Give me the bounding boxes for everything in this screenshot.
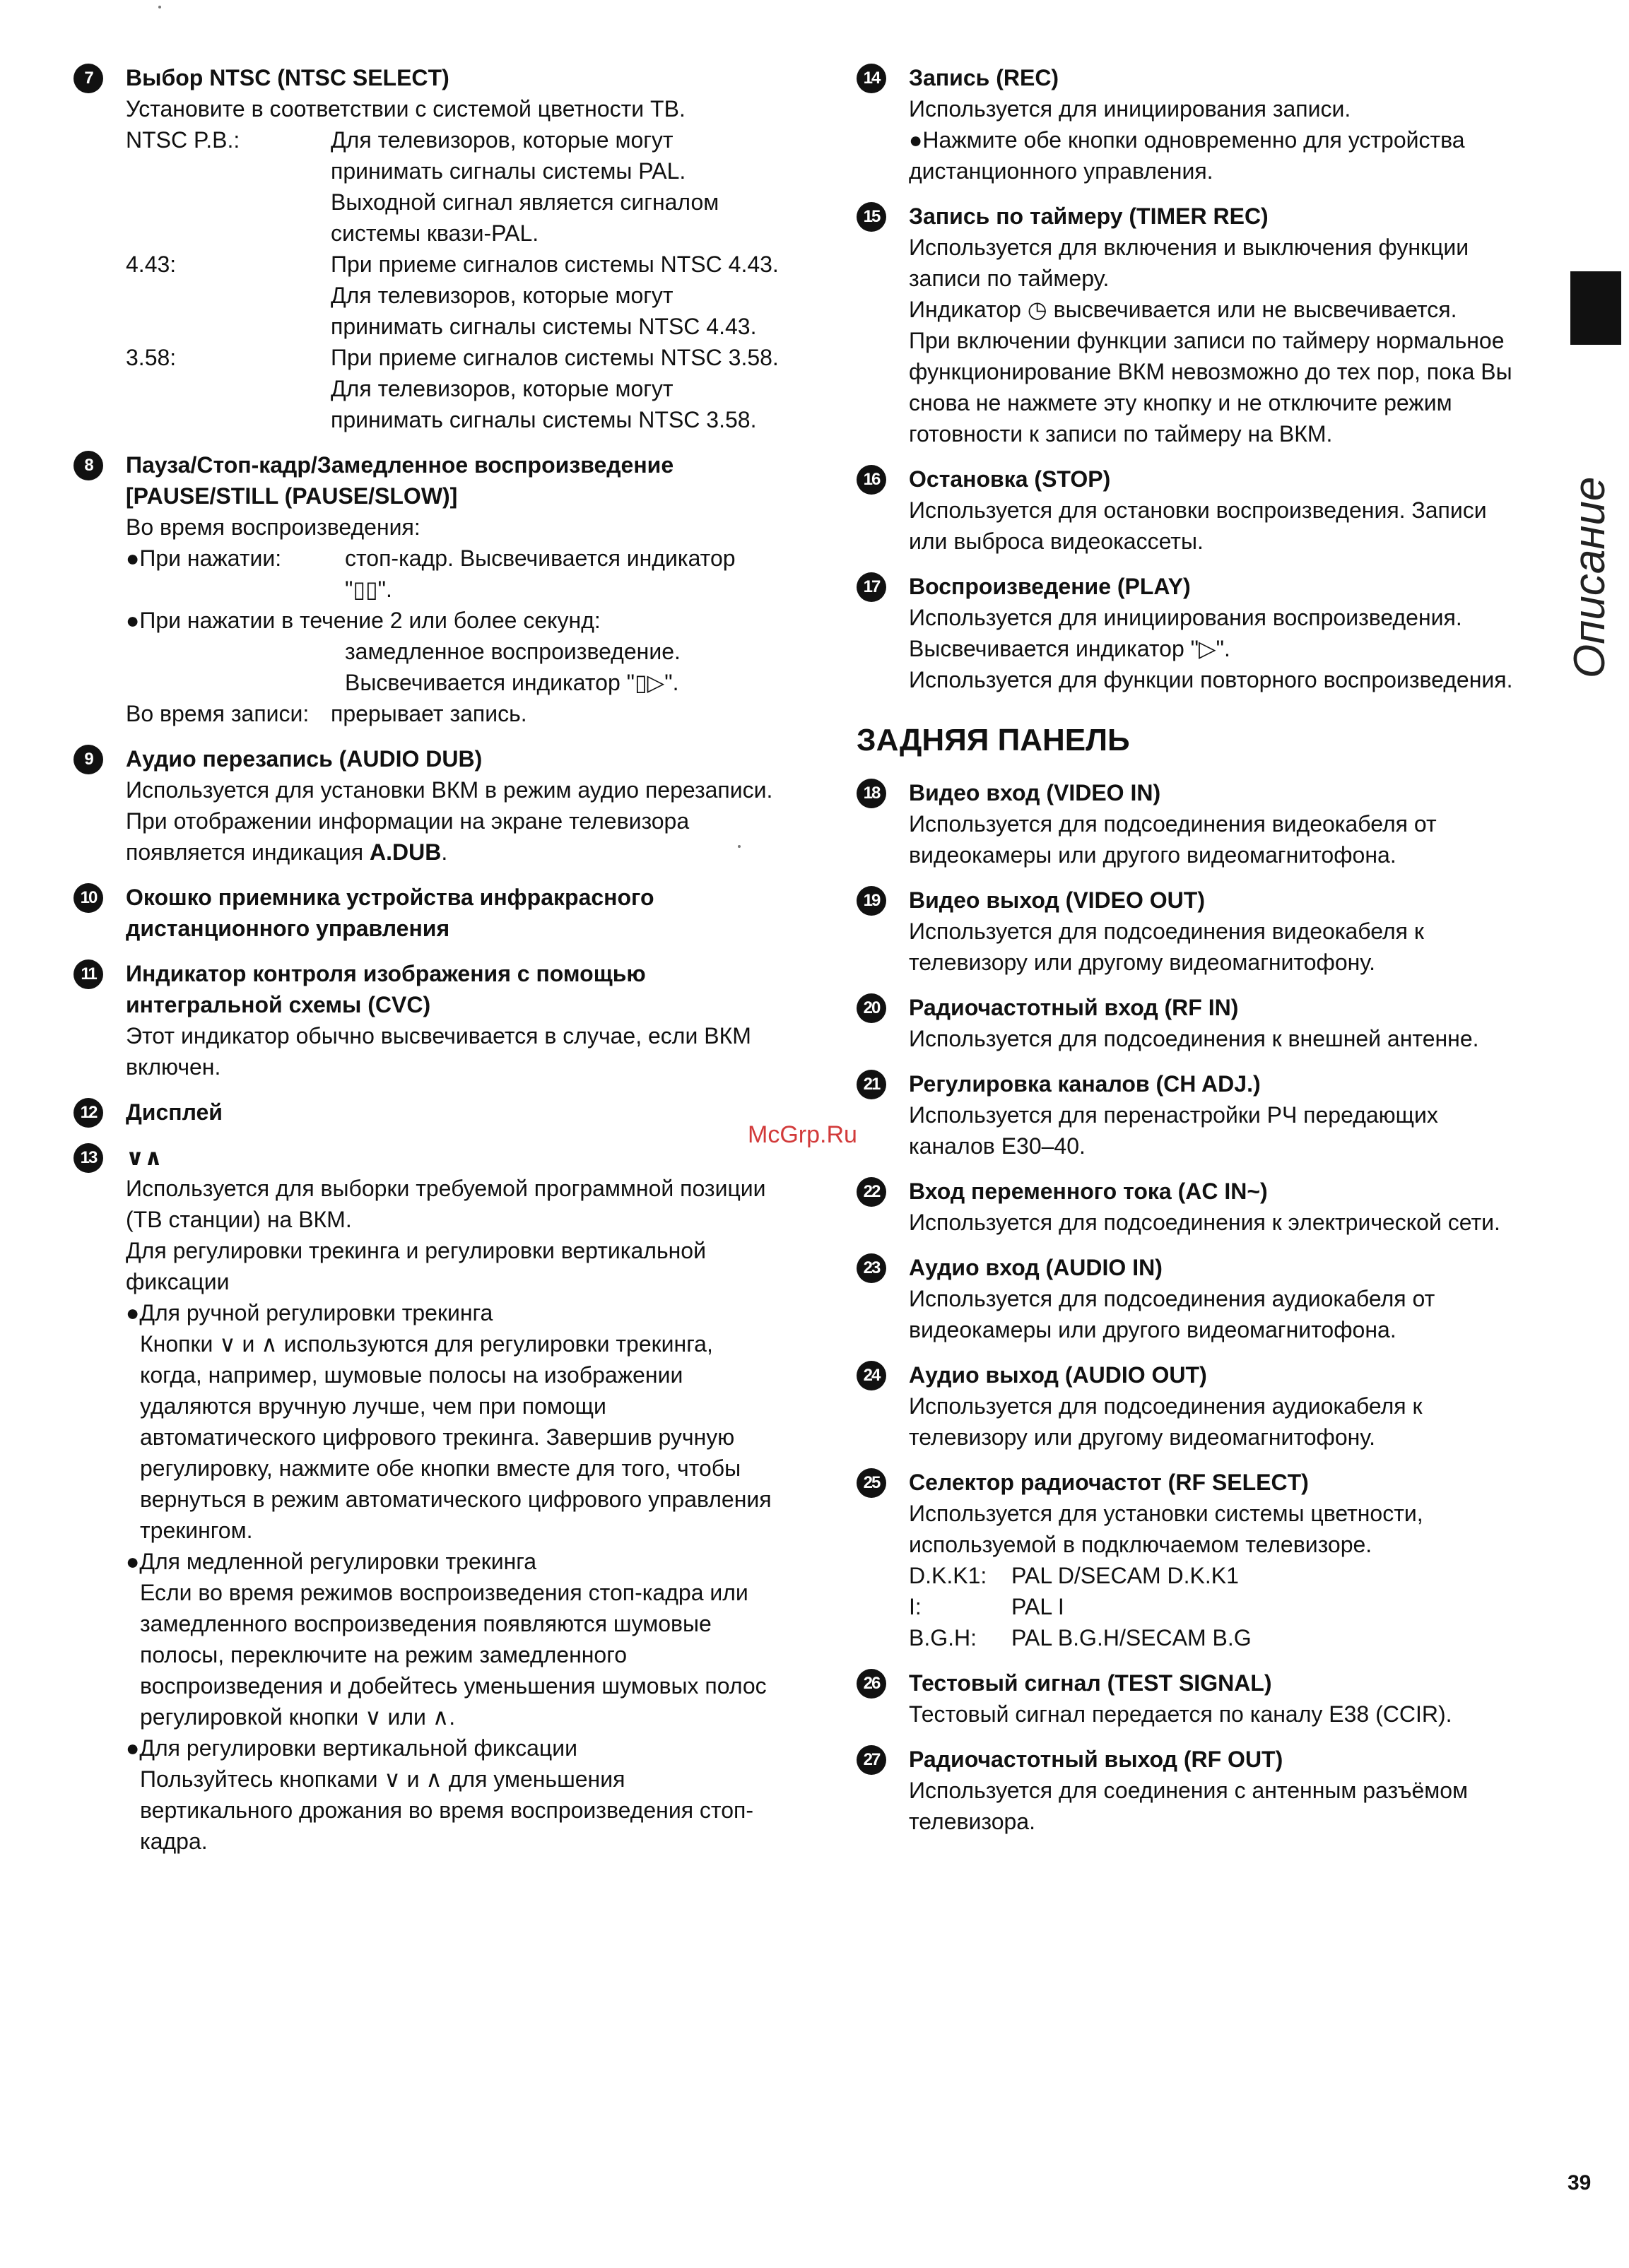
- setting-value: PAL D/SECAM D.K.K1: [1011, 1563, 1239, 1588]
- item-title: Аудио выход (AUDIO OUT): [909, 1362, 1207, 1388]
- item-title: Тестовый сигнал (TEST SIGNAL): [909, 1670, 1272, 1696]
- item-number-badge: 21: [857, 1070, 886, 1099]
- item-text: Используется для инициирования записи.: [909, 96, 1351, 122]
- item-text: Индикатор ◷ высвечивается или не высвечивается.: [909, 297, 1457, 322]
- item-pause-still: [73, 449, 780, 729]
- item-text: Тестовый сигнал передается по каналу Е38 (CCIR).: [909, 1701, 1452, 1727]
- item-stop: [857, 463, 1521, 557]
- bullet-text: Пользуйтесь кнопками ∨ и ∧ для уменьшения вертикального дрожания во время воспроизведения стоп-кадра.: [140, 1766, 753, 1854]
- item-text: При включении функции записи по таймеру нормальное функционирование ВКМ невозможно до тех пор, пока Вы снова не нажмете эту кнопку и не отключите режим готовности к записи по таймеру на ВКМ.: [909, 328, 1512, 447]
- item-title: Окошко приемника устройства инфракрасного дистанционного управления: [126, 885, 654, 941]
- item-text: Используется для инициирования воспроизведения.: [909, 605, 1462, 630]
- item-number-badge: 18: [857, 779, 886, 808]
- item-number-badge: 16: [857, 465, 886, 495]
- setting-line: Для телевизоров, которые могут принимать сигналы системы NTSC 3.58.: [331, 376, 757, 432]
- item-title: ∨∧: [126, 1145, 163, 1170]
- bullet-heading: ●Для регулировки вертикальной фиксации: [126, 1735, 577, 1761]
- setting-value: [331, 249, 780, 342]
- item-title: Вход переменного тока (AC IN~): [909, 1179, 1268, 1204]
- setting-value: PAL I: [1011, 1594, 1064, 1619]
- item-timer-rec: [857, 201, 1521, 449]
- setting-row: [126, 249, 780, 342]
- item-title: Радиочастотный выход (RF OUT): [909, 1747, 1283, 1772]
- item-text: Используется для подсоединения к электрической сети.: [909, 1210, 1500, 1235]
- item-ir-receiver: [73, 882, 780, 944]
- item-number-badge: 19: [857, 886, 886, 916]
- item-number-badge: 14: [857, 64, 886, 93]
- item-cvc-indicator: [73, 958, 780, 1082]
- setting-value: [331, 342, 780, 435]
- bullet-text: Кнопки ∨ и ∧ используются для регулировки трекинга, когда, например, шумовые полосы на изображении удаляются вручную лучше, чем при помощи автоматического цифрового трекинга. Завершив ручную регулировку, нажмите обе кнопки вместе для того, чтобы вернуться в режим автоматического цифрового управления трекингом.: [140, 1331, 772, 1543]
- item-title: Видео выход (VIDEO OUT): [909, 887, 1205, 913]
- setting-line: Для телевизоров, которые могут принимать сигналы системы PAL.: [331, 127, 686, 184]
- bullet-text: замедленное воспроизведение. Высвечивается индикатор "▯▷".: [345, 639, 681, 695]
- setting-value: стоп-кадр. Высвечивается индикатор "▯▯".: [345, 545, 736, 602]
- item-title: Выбор NTSC (NTSC SELECT): [126, 65, 449, 90]
- item-title: Аудио вход (AUDIO IN): [909, 1255, 1163, 1280]
- bullet-text: ●Нажмите обе кнопки одновременно для устройства дистанционного управления.: [909, 127, 1465, 184]
- setting-line: Выходной сигнал является сигналом системы квази-PAL.: [331, 189, 719, 246]
- item-channel-buttons: [73, 1142, 780, 1857]
- scan-speck: [158, 6, 161, 8]
- item-text-part: .: [441, 839, 448, 865]
- item-title: Селектор радиочастот (RF SELECT): [909, 1470, 1309, 1495]
- item-audio-dub: [73, 743, 780, 868]
- item-title: Воспроизведение (PLAY): [909, 574, 1191, 599]
- bullet-text: Если во время режимов воспроизведения стоп-кадра или замедленного воспроизведения появляются шумовые полосы, переключите на режим замедленного воспроизведения и добейтесь уменьшения шумовых полос регулировкой кнопки ∨ или ∧.: [140, 1580, 767, 1730]
- item-text: [126, 805, 780, 868]
- item-text: Используется для перенастройки РЧ передающих каналов Е30–40.: [909, 1102, 1438, 1159]
- setting-row: [909, 1591, 1521, 1622]
- item-video-in: [857, 777, 1521, 870]
- section-tab-marker: [1570, 271, 1621, 345]
- item-title: Видео вход (VIDEO IN): [909, 780, 1161, 805]
- item-text: Используется для подсоединения видеокабеля от видеокамеры или другого видеомагнитофона.: [909, 811, 1437, 868]
- page-number: 39: [1568, 2171, 1592, 2195]
- item-ntsc-select: [73, 62, 780, 435]
- setting-key: B.G.H:: [909, 1625, 977, 1650]
- item-number-badge: 26: [857, 1669, 886, 1699]
- setting-row: [909, 1560, 1521, 1591]
- left-column: [73, 62, 780, 1871]
- bullet-heading: ●Для ручной регулировки трекинга: [126, 1300, 493, 1325]
- item-text: Используется для установки системы цветности, используемой в подключаемом телевизоре.: [909, 1501, 1423, 1557]
- item-title: Регулировка каналов (CH ADJ.): [909, 1071, 1261, 1097]
- item-rf-in: [857, 992, 1521, 1054]
- item-text: Во время воспроизведения:: [126, 514, 421, 540]
- section-side-label: Описание: [1565, 476, 1614, 678]
- item-text-part: При отображении информации на экране телевизора появляется индикация: [126, 808, 690, 865]
- item-text: Используется для включения и выключения функции записи по таймеру.: [909, 235, 1469, 291]
- setting-line: Для телевизоров, которые могут принимать сигналы системы NTSC 4.43.: [331, 283, 757, 339]
- item-title: Остановка (STOP): [909, 466, 1111, 492]
- item-display: [73, 1097, 780, 1128]
- setting-key: 4.43:: [126, 252, 177, 277]
- item-audio-out: [857, 1359, 1521, 1453]
- setting-row: [126, 124, 780, 249]
- item-number-badge: 12: [73, 1098, 103, 1128]
- setting-value: [331, 124, 780, 249]
- item-number-badge: 17: [857, 572, 886, 602]
- setting-row: [909, 1622, 1521, 1653]
- item-text: Используется для подсоединения аудиокабеля к телевизору или другому видеомагнитофону.: [909, 1393, 1423, 1450]
- item-text: Используется для установки ВКМ в режим аудио перезаписи.: [126, 777, 773, 803]
- item-play: [857, 571, 1521, 695]
- item-text: Высвечивается индикатор "▷".: [909, 636, 1230, 661]
- item-video-out: [857, 885, 1521, 978]
- bullet-heading: ●Для медленной регулировки трекинга: [126, 1549, 537, 1574]
- setting-line: При приеме сигналов системы NTSC 4.43.: [331, 252, 779, 277]
- item-text: Используется для подсоединения аудиокабеля от видеокамеры или другого видеомагнитофона.: [909, 1286, 1435, 1342]
- item-number-badge: 10: [73, 883, 103, 913]
- item-title: Аудио перезапись (AUDIO DUB): [126, 746, 483, 772]
- item-text: Установите в соответствии с системой цветности ТВ.: [126, 96, 686, 122]
- item-title: Индикатор контроля изображения с помощью интегральной схемы (CVC): [126, 961, 646, 1017]
- setting-key: NTSC P.B.:: [126, 127, 240, 153]
- item-rec: [857, 62, 1521, 187]
- item-title: Запись (REC): [909, 65, 1059, 90]
- item-text: Используется для подсоединения к внешней антенне.: [909, 1026, 1479, 1051]
- setting-row: [126, 698, 780, 729]
- item-text: Этот индикатор обычно высвечивается в случае, если ВКМ включен.: [126, 1023, 751, 1080]
- bullet-item: ●При нажатии в течение 2 или более секунд:: [126, 608, 601, 633]
- item-text: Используется для остановки воспроизведения. Записи или выброса видеокассеты.: [909, 497, 1487, 554]
- item-text: Используется для выборки требуемой программной позиции (ТВ станции) на ВКМ.: [126, 1176, 766, 1232]
- item-title: Радиочастотный вход (RF IN): [909, 995, 1239, 1020]
- item-number-badge: 7: [73, 64, 103, 93]
- item-text: Используется для подсоединения видеокабеля к телевизору или другому видеомагнитофону.: [909, 919, 1424, 975]
- item-number-badge: 15: [857, 202, 886, 232]
- item-ac-in: [857, 1176, 1521, 1238]
- setting-key: 3.58:: [126, 345, 177, 370]
- item-ch-adj: [857, 1068, 1521, 1162]
- setting-value: PAL B.G.H/SECAM B.G: [1011, 1625, 1252, 1650]
- setting-line: При приеме сигналов системы NTSC 3.58.: [331, 345, 779, 370]
- item-number-badge: 9: [73, 745, 103, 774]
- item-text: Используется для соединения с антенным разъёмом телевизора.: [909, 1778, 1469, 1834]
- item-number-badge: 27: [857, 1745, 886, 1775]
- item-number-badge: 20: [857, 993, 886, 1023]
- item-title: Запись по таймеру (TIMER REC): [909, 203, 1269, 229]
- setting-row: [126, 342, 780, 435]
- item-number-badge: 11: [73, 959, 103, 989]
- section-heading-rear-panel: ЗАДНЯЯ ПАНЕЛЬ: [857, 723, 1130, 757]
- item-rf-select: [857, 1467, 1521, 1653]
- item-number-badge: 8: [73, 451, 103, 480]
- setting-value: прерывает запись.: [331, 701, 527, 726]
- item-number-badge: 22: [857, 1177, 886, 1207]
- setting-row: [126, 543, 780, 605]
- right-column: [857, 62, 1521, 1851]
- item-audio-in: [857, 1252, 1521, 1345]
- setting-key: Во время записи:: [126, 701, 310, 726]
- setting-key: D.K.K1:: [909, 1563, 987, 1588]
- item-text: Используется для функции повторного воспроизведения.: [909, 667, 1513, 692]
- item-number-badge: 25: [857, 1468, 886, 1498]
- setting-key: ●При нажатии:: [126, 545, 282, 571]
- item-number-badge: 23: [857, 1253, 886, 1283]
- item-text-emphasis: A.DUB: [369, 839, 442, 865]
- watermark-text: McGrp.Ru: [748, 1121, 857, 1148]
- item-title: Дисплей: [126, 1099, 223, 1125]
- setting-key: I:: [909, 1594, 922, 1619]
- item-title: Пауза/Стоп-кадр/Замедленное воспроизведение [PAUSE/STILL (PAUSE/SLOW)]: [126, 452, 674, 509]
- item-rf-out: [857, 1744, 1521, 1837]
- item-test-signal: [857, 1667, 1521, 1730]
- item-number-badge: 24: [857, 1361, 886, 1390]
- item-number-badge: 13: [73, 1143, 103, 1173]
- item-text: Для регулировки трекинга и регулировки вертикальной фиксации: [126, 1238, 706, 1294]
